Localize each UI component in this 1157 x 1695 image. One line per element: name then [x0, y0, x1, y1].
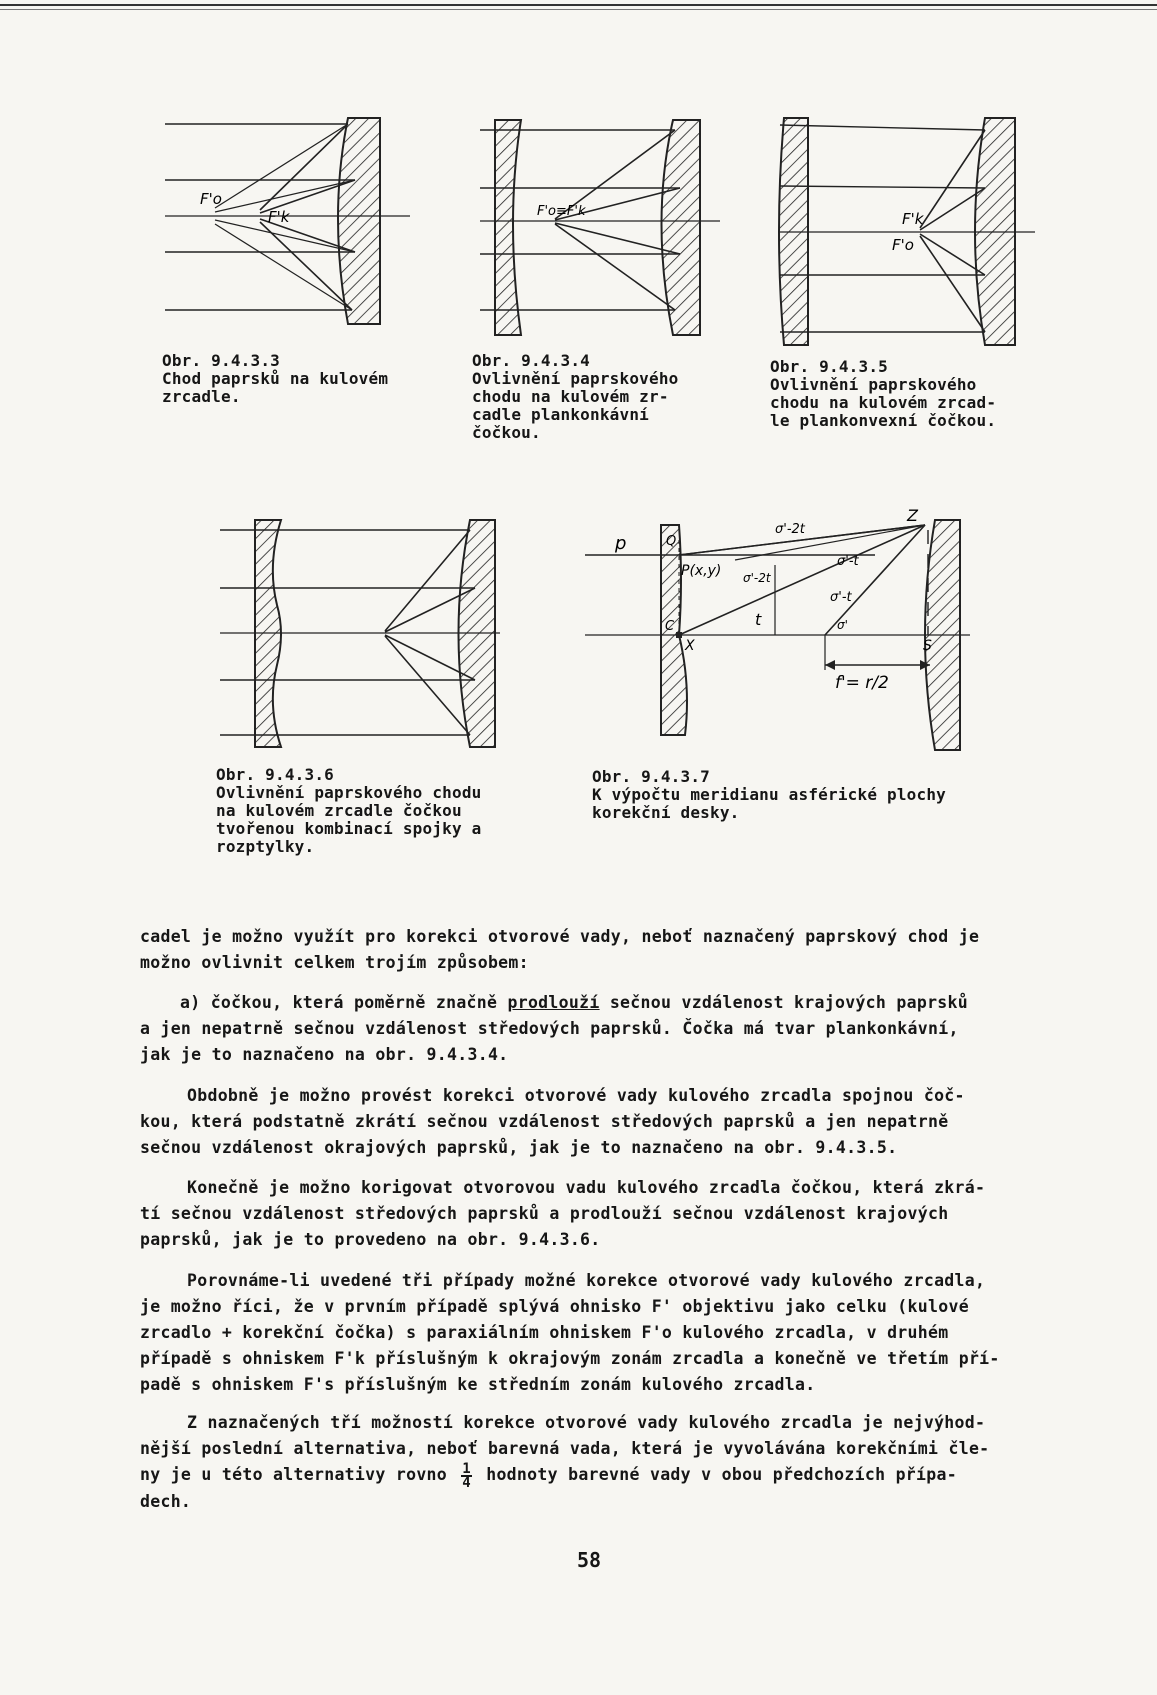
figure-9-4-3-6 — [215, 515, 505, 760]
label-s1: σ'-2t — [775, 522, 805, 537]
label-s4: σ'-t — [830, 590, 852, 605]
text-line: Obdobně je možno provést korekci otvorové vady kulového zrcadla spojnou čoč- — [187, 1086, 965, 1105]
text-line: cadel je možno využít pro korekci otvorové vady, neboť naznačený paprskový chod je — [140, 927, 980, 946]
text-seg: hodnoty barevné vady v obou předchozích přípa- — [486, 1465, 957, 1484]
label-s5: σ' — [837, 618, 848, 632]
label-pxy: P(x,y) — [681, 563, 722, 579]
label-s2: σ'-t — [837, 554, 859, 569]
fraction-numerator: 1 — [462, 1460, 471, 1477]
text-line: Porovnáme-li uvedené tři případy možné korekce otvorové vady kulového zrcadla, — [187, 1271, 986, 1290]
text-line: paprsků, jak je to provedeno na obr. 9.4.3.6. — [140, 1230, 601, 1249]
paragraph-3 — [140, 1083, 1080, 1161]
figure-9-4-3-5 — [770, 110, 1040, 355]
text-line: je možno říci, že v prvním případě splývá ohnisko F' objektivu jako celku (kulové — [140, 1297, 969, 1316]
label-s3: σ'-2t — [743, 571, 771, 585]
text-seg: ny je u této alternativy rovno — [140, 1465, 448, 1484]
caption-9-4-3-4: Obr. 9.4.3.4 Ovlivnění paprskového chodu na kulovém zr- cadle plankonkávní čočkou. — [472, 351, 679, 442]
figure-9-4-3-3 — [160, 110, 430, 350]
page-number: 58 — [577, 1548, 602, 1572]
label-p: p — [615, 533, 627, 554]
paragraph-4 — [140, 1175, 1080, 1253]
fraction-denominator: 4 — [462, 1474, 471, 1491]
underlined-word: prodlouží — [507, 993, 600, 1012]
text-line — [140, 990, 1080, 1016]
text-line — [140, 1462, 1080, 1489]
caption-9-4-3-5: Obr. 9.4.3.5 Ovlivnění paprskového chodu na kulovém zrcad- le plankonvexní čočkou. — [770, 357, 997, 430]
label-t: t — [755, 610, 762, 629]
label-q: Q — [666, 534, 677, 549]
label-z: Z — [907, 506, 918, 525]
caption-9-4-3-7: Obr. 9.4.3.7 K výpočtu meridianu asférické plochy korekční desky. — [592, 767, 946, 822]
paragraph-6 — [140, 1410, 1080, 1515]
label-fk5: F'k — [902, 210, 924, 228]
text-line: a jen nepatrně sečnou vzdálenost středových paprsků. Čočka má tvar plankonkávní, — [140, 1019, 959, 1038]
text-line: Z naznačených tří možností korekce otvorové vady kulového zrcadla je nejvýhod- — [187, 1413, 986, 1432]
label-fo: F'o — [200, 190, 222, 208]
text-line: kou, která podstatně zkrátí sečnou vzdálenost středových paprsků a jen nepatrně — [140, 1112, 949, 1131]
label-fofk: F'o≡F'k — [537, 204, 586, 219]
paragraph-5 — [140, 1268, 1080, 1398]
text-line: jak je to naznačeno na obr. 9.4.3.4. — [140, 1045, 509, 1064]
label-fo5: F'o — [892, 236, 914, 254]
caption-9-4-3-3: Obr. 9.4.3.3 Chod paprsků na kulovém zrcadle. — [162, 351, 389, 406]
text-line: padě s ohniskem F's příslušným ke středním zonám kulového zrcadla. — [140, 1375, 816, 1394]
figure-9-4-3-7 — [575, 505, 975, 755]
top-rule-thin — [0, 9, 1157, 10]
fraction-one-quarter — [461, 1460, 472, 1491]
text-line: dech. — [140, 1491, 192, 1511]
label-f: f'= r/2 — [835, 673, 889, 693]
figure-9-4-3-4 — [475, 115, 735, 360]
label-c: C — [665, 619, 675, 634]
caption-9-4-3-6: Obr. 9.4.3.6 Ovlivnění paprskového chodu na kulovém zrcadle čočkou tvořenou kombinací spojky a rozptylky. — [216, 765, 482, 856]
label-s: S — [923, 638, 932, 654]
text-line: sečnou vzdálenost okrajových paprsků, jak je to naznačeno na obr. 9.4.3.5. — [140, 1138, 898, 1157]
text-line: Konečně je možno korigovat otvorovou vadu kulového zrcadla čočkou, která zkrá- — [187, 1178, 986, 1197]
text-seg: a) čočkou, která poměrně značně — [180, 993, 508, 1012]
text-line: nější poslední alternativa, neboť barevná vada, která je vyvolávána korekčními čle- — [140, 1439, 990, 1458]
paragraph-2 — [140, 990, 1080, 1068]
text-line: možno ovlivnit celkem trojím způsobem: — [140, 953, 529, 972]
paragraph-1 — [140, 924, 1080, 976]
text-line: zrcadlo + korekční čočka) s paraxiálním ohniskem F'o kulového zrcadla, v druhém — [140, 1323, 949, 1342]
label-x: X — [685, 638, 695, 654]
text-seg: sečnou vzdálenost krajových paprsků — [599, 993, 969, 1012]
label-fk: F'k — [268, 208, 290, 226]
text-line: případě s ohniskem F'k příslušným k okrajovým zonám zrcadla a konečně ve třetím pří- — [140, 1349, 1000, 1368]
top-rule — [0, 4, 1157, 6]
text-line: tí sečnou vzdálenost středových paprsků a prodlouží sečnou vzdálenost krajových — [140, 1204, 949, 1223]
